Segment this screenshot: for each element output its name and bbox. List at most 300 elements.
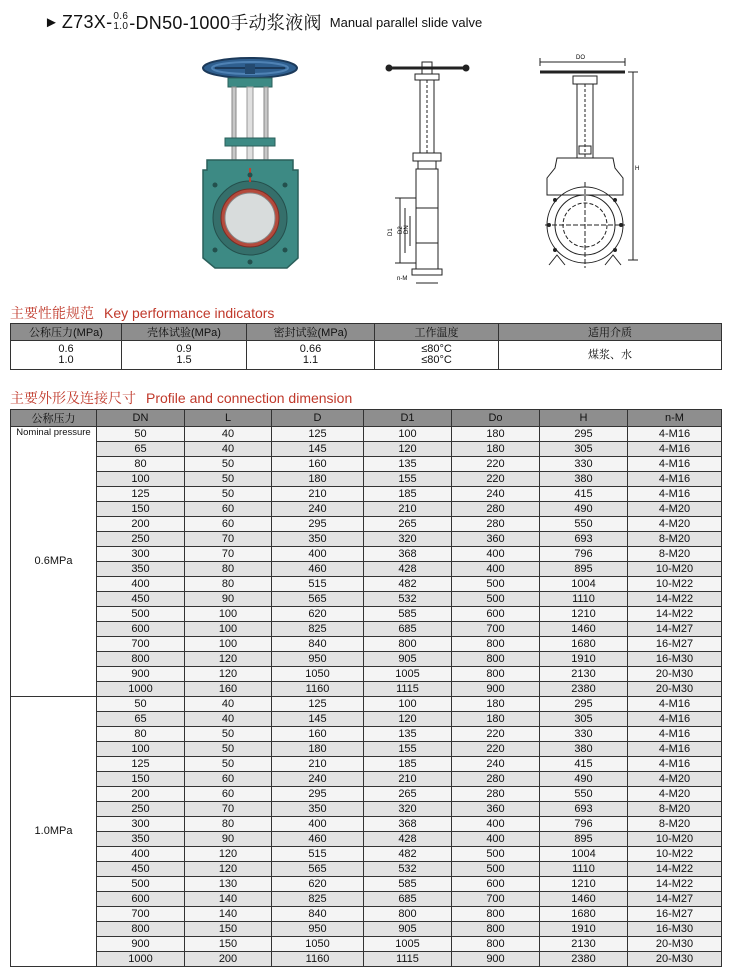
cell-d1: 185 (364, 487, 452, 502)
cell-h: 1910 (540, 922, 628, 937)
cell-nm: 4-M16 (628, 727, 722, 742)
cell-l: 90 (185, 592, 272, 607)
cell-d: 145 (272, 442, 364, 457)
table-row (11, 817, 722, 832)
cell-l: 150 (185, 937, 272, 952)
cell-h: 1210 (540, 607, 628, 622)
cell-h: 295 (540, 697, 628, 712)
cell-d: 240 (272, 502, 364, 517)
performance-heading-en: Key performance indicators (104, 305, 275, 321)
table-row (11, 592, 722, 607)
cell-l: 150 (185, 922, 272, 937)
table-row (11, 577, 722, 592)
cell-l: 40 (185, 427, 272, 442)
cell-dn: 250 (97, 802, 185, 817)
cell-dn: 65 (97, 442, 185, 457)
table-row (11, 892, 722, 907)
shell-test-value: 0.9 (176, 343, 192, 355)
cell-dn: 400 (97, 577, 185, 592)
cell-nm: 4-M20 (628, 787, 722, 802)
cell-d: 350 (272, 802, 364, 817)
cell-d1: 320 (364, 802, 452, 817)
cell-d1: 1115 (364, 682, 452, 697)
table-row (11, 832, 722, 847)
table-row (11, 607, 722, 622)
cell-d1: 368 (364, 817, 452, 832)
cell-do: 280 (452, 787, 540, 802)
cell-d: 295 (272, 787, 364, 802)
cell-dn: 50 (97, 697, 185, 712)
cell-do: 180 (452, 427, 540, 442)
cell-d1: 135 (364, 727, 452, 742)
cell-d1: 905 (364, 922, 452, 937)
cell-do: 800 (452, 637, 540, 652)
cell-nm: 16-M27 (628, 907, 722, 922)
cell-nm: 4-M16 (628, 712, 722, 727)
cell-h: 1004 (540, 847, 628, 862)
temperature-cell (375, 341, 499, 370)
cell-dn: 600 (97, 892, 185, 907)
header-medium: 适用介质 (499, 324, 722, 341)
cell-d: 840 (272, 637, 364, 652)
cell-do: 800 (452, 937, 540, 952)
cell-dn: 400 (97, 847, 185, 862)
cell-d: 160 (272, 457, 364, 472)
cell-d: 565 (272, 592, 364, 607)
header-working-temp: 工作温度 (375, 324, 499, 341)
cell-do: 500 (452, 577, 540, 592)
triangle-bullet-icon: ► (44, 13, 59, 31)
cell-l: 140 (185, 892, 272, 907)
cell-l: 130 (185, 877, 272, 892)
cell-do: 600 (452, 607, 540, 622)
cell-h: 2130 (540, 667, 628, 682)
table-row (11, 787, 722, 802)
cell-nm: 16-M30 (628, 922, 722, 937)
table-row (11, 757, 722, 772)
cell-do: 280 (452, 517, 540, 532)
cell-nm: 8-M20 (628, 802, 722, 817)
cell-do: 220 (452, 472, 540, 487)
cell-d: 125 (272, 427, 364, 442)
cell-do: 220 (452, 742, 540, 757)
nominal-pressure-label: Nominal pressure (16, 427, 91, 438)
seal-test-value: 1.1 (302, 354, 319, 366)
cell-nm: 4-M16 (628, 472, 722, 487)
cell-d: 565 (272, 862, 364, 877)
temperature-value: ≤80°C (421, 354, 452, 366)
cell-nm: 14-M22 (628, 862, 722, 877)
cell-l: 70 (185, 802, 272, 817)
cell-h: 693 (540, 532, 628, 547)
cell-dn: 350 (97, 562, 185, 577)
pressure-cell (11, 341, 122, 370)
cell-d1: 120 (364, 442, 452, 457)
cell-d1: 532 (364, 592, 452, 607)
cell-d1: 685 (364, 622, 452, 637)
cell-h: 305 (540, 712, 628, 727)
cell-h: 415 (540, 487, 628, 502)
cell-l: 70 (185, 532, 272, 547)
cell-d: 180 (272, 472, 364, 487)
cell-do: 800 (452, 652, 540, 667)
cell-nm: 20-M30 (628, 952, 722, 967)
cell-do: 700 (452, 622, 540, 637)
table-row (11, 622, 722, 637)
cell-nm: 4-M16 (628, 487, 722, 502)
cell-h: 2380 (540, 952, 628, 967)
cell-l: 140 (185, 907, 272, 922)
cell-d1: 585 (364, 877, 452, 892)
cell-d1: 428 (364, 832, 452, 847)
medium-cell: 煤浆、水 (499, 341, 722, 370)
pressure-group-cell (11, 697, 97, 967)
cell-do: 280 (452, 772, 540, 787)
cell-dn: 450 (97, 862, 185, 877)
cell-dn: 125 (97, 757, 185, 772)
cell-d: 950 (272, 922, 364, 937)
cell-d1: 210 (364, 502, 452, 517)
pressure-value: 1.0 (58, 354, 74, 366)
figures-area (0, 40, 730, 300)
cell-d1: 155 (364, 472, 452, 487)
cell-do: 220 (452, 457, 540, 472)
cell-dn: 80 (97, 457, 185, 472)
cell-d: 515 (272, 847, 364, 862)
label-d2: D2 (398, 226, 404, 234)
cell-h: 2380 (540, 682, 628, 697)
dimension-heading (10, 388, 352, 408)
cell-dn: 900 (97, 667, 185, 682)
table-row (11, 697, 722, 712)
table-row (11, 727, 722, 742)
cell-nm: 8-M20 (628, 547, 722, 562)
cell-h: 295 (540, 427, 628, 442)
cell-d: 840 (272, 907, 364, 922)
cell-nm: 14-M22 (628, 607, 722, 622)
seal-test-value: 0.66 (299, 343, 322, 355)
table-row (11, 712, 722, 727)
cell-l: 60 (185, 502, 272, 517)
cell-l: 40 (185, 697, 272, 712)
cell-h: 1680 (540, 907, 628, 922)
cell-d: 350 (272, 532, 364, 547)
cell-nm: 14-M22 (628, 877, 722, 892)
cell-d: 400 (272, 817, 364, 832)
table-row (11, 907, 722, 922)
cell-nm: 8-M20 (628, 817, 722, 832)
cell-d: 1050 (272, 937, 364, 952)
cell-do: 900 (452, 952, 540, 967)
cell-l: 60 (185, 517, 272, 532)
cell-d1: 482 (364, 847, 452, 862)
label-h: H (635, 166, 640, 172)
dim-header-nm: n-M (628, 410, 722, 427)
cell-dn: 150 (97, 772, 185, 787)
cell-l: 80 (185, 817, 272, 832)
cell-nm: 4-M20 (628, 772, 722, 787)
dimension-heading-cn: 主要外形及连接尺寸 (10, 390, 136, 406)
cell-h: 330 (540, 727, 628, 742)
cell-h: 2130 (540, 937, 628, 952)
dim-header-pressure: 公称压力 (11, 410, 97, 427)
cell-h: 796 (540, 817, 628, 832)
table-row (11, 877, 722, 892)
cell-l: 70 (185, 547, 272, 562)
cell-h: 380 (540, 472, 628, 487)
cell-l: 50 (185, 487, 272, 502)
cell-do: 600 (452, 877, 540, 892)
cell-dn: 80 (97, 727, 185, 742)
cell-h: 895 (540, 562, 628, 577)
cell-d1: 905 (364, 652, 452, 667)
fraction-bottom: 1.0 (113, 21, 129, 32)
table-row (11, 472, 722, 487)
cell-nm: 16-M30 (628, 652, 722, 667)
cell-d: 160 (272, 727, 364, 742)
cell-dn: 300 (97, 817, 185, 832)
cell-d: 295 (272, 517, 364, 532)
cell-dn: 800 (97, 652, 185, 667)
dimension-heading-en: Profile and connection dimension (146, 390, 353, 406)
cell-h: 380 (540, 742, 628, 757)
shell-test-value: 1.5 (176, 354, 192, 366)
cell-nm: 4-M20 (628, 517, 722, 532)
cell-d1: 155 (364, 742, 452, 757)
cell-h: 1460 (540, 622, 628, 637)
cell-d: 515 (272, 577, 364, 592)
dim-header-d: D (272, 410, 364, 427)
dim-header-d1: D1 (364, 410, 452, 427)
cell-h: 1004 (540, 577, 628, 592)
table-row (11, 922, 722, 937)
cell-do: 240 (452, 757, 540, 772)
cell-nm: 16-M27 (628, 637, 722, 652)
cell-d: 460 (272, 562, 364, 577)
label-do: DO (576, 55, 585, 61)
cell-d: 210 (272, 487, 364, 502)
table-row (11, 637, 722, 652)
performance-table (10, 323, 722, 370)
cell-d1: 685 (364, 892, 452, 907)
cell-d: 1160 (272, 682, 364, 697)
cell-nm: 4-M16 (628, 742, 722, 757)
cell-dn: 65 (97, 712, 185, 727)
cell-do: 900 (452, 682, 540, 697)
cell-do: 400 (452, 562, 540, 577)
cell-dn: 150 (97, 502, 185, 517)
label-d1: D1 (388, 228, 394, 236)
cell-l: 100 (185, 637, 272, 652)
cell-d1: 320 (364, 532, 452, 547)
cell-h: 1210 (540, 877, 628, 892)
cell-do: 360 (452, 532, 540, 547)
cell-h: 1460 (540, 892, 628, 907)
cell-l: 120 (185, 862, 272, 877)
cell-do: 800 (452, 907, 540, 922)
cell-h: 1910 (540, 652, 628, 667)
pressure-group-label: 1.0MPa (34, 825, 73, 837)
cell-do: 400 (452, 832, 540, 847)
table-row (11, 532, 722, 547)
cell-h: 1110 (540, 862, 628, 877)
cell-d: 1160 (272, 952, 364, 967)
cell-dn: 350 (97, 832, 185, 847)
cell-l: 60 (185, 787, 272, 802)
cell-d1: 1115 (364, 952, 452, 967)
header-shell-test: 壳体试验(MPa) (122, 324, 247, 341)
cell-l: 40 (185, 442, 272, 457)
table-row (11, 652, 722, 667)
cell-h: 550 (540, 517, 628, 532)
cell-h: 1680 (540, 637, 628, 652)
cell-do: 400 (452, 817, 540, 832)
model-number (62, 9, 322, 35)
cell-dn: 200 (97, 787, 185, 802)
cell-l: 120 (185, 667, 272, 682)
cell-dn: 100 (97, 742, 185, 757)
label-dn: DN (404, 225, 410, 234)
cell-dn: 100 (97, 472, 185, 487)
cell-l: 120 (185, 847, 272, 862)
cell-nm: 10-M22 (628, 847, 722, 862)
table-row (11, 862, 722, 877)
header-seal-test: 密封试验(MPa) (247, 324, 375, 341)
title-english: Manual parallel slide valve (329, 14, 483, 30)
cell-dn: 250 (97, 532, 185, 547)
table-row (11, 937, 722, 952)
cell-l: 80 (185, 577, 272, 592)
cell-do: 500 (452, 847, 540, 862)
cell-nm: 4-M16 (628, 457, 722, 472)
cell-nm: 14-M22 (628, 592, 722, 607)
cell-d: 1050 (272, 667, 364, 682)
dim-header-do: Do (452, 410, 540, 427)
pressure-fraction (113, 12, 128, 32)
cell-d1: 368 (364, 547, 452, 562)
cell-l: 50 (185, 457, 272, 472)
cell-dn: 450 (97, 592, 185, 607)
fraction-top: 0.6 (113, 11, 129, 22)
cell-d1: 800 (364, 637, 452, 652)
cell-do: 800 (452, 922, 540, 937)
cell-d: 825 (272, 892, 364, 907)
cell-h: 415 (540, 757, 628, 772)
cell-dn: 700 (97, 637, 185, 652)
cell-do: 500 (452, 592, 540, 607)
model-prefix: Z73X- (61, 11, 113, 32)
cell-l: 160 (185, 682, 272, 697)
pressure-group-cell (11, 427, 97, 697)
cell-d: 145 (272, 712, 364, 727)
cell-dn: 300 (97, 547, 185, 562)
cell-d: 180 (272, 742, 364, 757)
cell-do: 280 (452, 502, 540, 517)
cell-d: 400 (272, 547, 364, 562)
cell-d1: 265 (364, 517, 452, 532)
table-row (11, 847, 722, 862)
table-row (11, 487, 722, 502)
dimension-table-body (11, 427, 722, 967)
cell-h: 490 (540, 502, 628, 517)
performance-heading (10, 303, 274, 323)
cell-d: 240 (272, 772, 364, 787)
cell-d1: 135 (364, 457, 452, 472)
cell-do: 700 (452, 892, 540, 907)
cell-dn: 500 (97, 877, 185, 892)
cell-nm: 4-M16 (628, 427, 722, 442)
shell-test-cell (122, 341, 247, 370)
seal-test-cell (247, 341, 375, 370)
cell-do: 180 (452, 442, 540, 457)
cell-d: 950 (272, 652, 364, 667)
label-nm: n-M (397, 276, 408, 282)
table-row (11, 457, 722, 472)
cell-nm: 14-M27 (628, 622, 722, 637)
table-row (11, 802, 722, 817)
cell-d1: 532 (364, 862, 452, 877)
cell-d: 210 (272, 757, 364, 772)
cell-dn: 500 (97, 607, 185, 622)
temperature-value: ≤80°C (421, 343, 452, 355)
cell-l: 200 (185, 952, 272, 967)
pressure-value: 0.6 (58, 343, 74, 355)
cell-do: 800 (452, 667, 540, 682)
cell-l: 50 (185, 757, 272, 772)
dim-header-dn: DN (97, 410, 185, 427)
table-row (11, 772, 722, 787)
table-row (11, 427, 722, 442)
cell-d1: 1005 (364, 937, 452, 952)
cell-h: 550 (540, 787, 628, 802)
cell-dn: 1000 (97, 682, 185, 697)
cell-dn: 200 (97, 517, 185, 532)
cell-dn: 50 (97, 427, 185, 442)
model-suffix: -DN50-1000手动浆液阀 (129, 13, 322, 33)
cell-l: 120 (185, 652, 272, 667)
cell-d1: 1005 (364, 667, 452, 682)
cell-do: 240 (452, 487, 540, 502)
cell-d1: 585 (364, 607, 452, 622)
cell-dn: 600 (97, 622, 185, 637)
cell-do: 360 (452, 802, 540, 817)
cell-h: 305 (540, 442, 628, 457)
cell-do: 500 (452, 862, 540, 877)
cell-d1: 265 (364, 787, 452, 802)
cell-nm: 4-M16 (628, 442, 722, 457)
cell-d1: 185 (364, 757, 452, 772)
cell-dn: 1000 (97, 952, 185, 967)
cell-l: 50 (185, 742, 272, 757)
cell-d1: 428 (364, 562, 452, 577)
cell-nm: 8-M20 (628, 532, 722, 547)
valve-photo (195, 40, 315, 275)
cell-h: 895 (540, 832, 628, 847)
cell-do: 400 (452, 547, 540, 562)
cell-d: 620 (272, 607, 364, 622)
cell-d: 620 (272, 877, 364, 892)
cell-d1: 482 (364, 577, 452, 592)
cell-do: 180 (452, 697, 540, 712)
dimension-table (10, 409, 722, 967)
cell-nm: 14-M27 (628, 892, 722, 907)
cell-h: 490 (540, 772, 628, 787)
cell-dn: 900 (97, 937, 185, 952)
cell-l: 90 (185, 832, 272, 847)
table-row (11, 682, 722, 697)
table-row (11, 442, 722, 457)
cell-h: 1110 (540, 592, 628, 607)
